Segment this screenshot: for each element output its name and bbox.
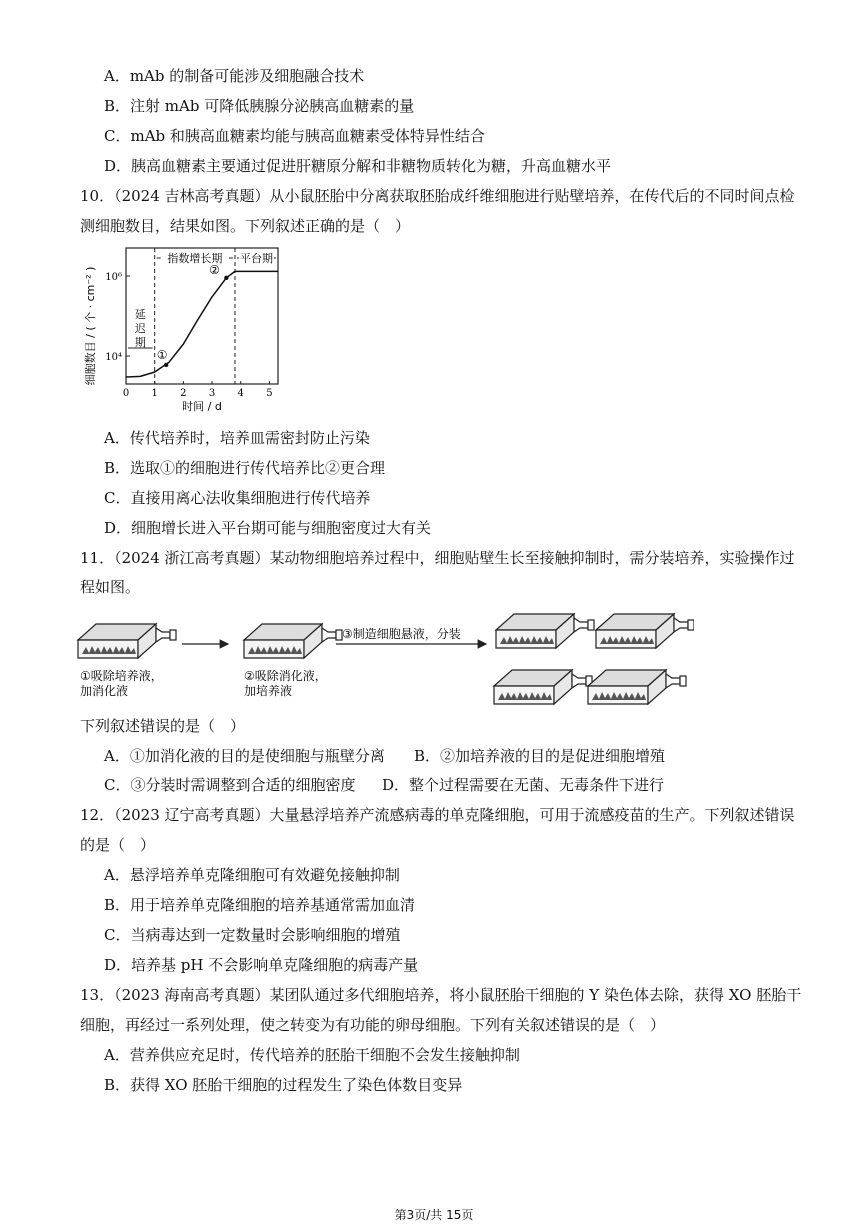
lag-phase-label-char: 延	[134, 308, 146, 321]
flask-result-4	[588, 670, 686, 704]
q12-stem-line2: 的是（ ）	[80, 836, 156, 854]
q10-option-d: D．细胞增长进入平台期可能与细胞密度过大有关	[104, 519, 432, 537]
q13-stem-line2: 细胞，再经过一系列处理，使之转变为有功能的卵母细胞。下列有关叙述错误的是（ ）	[80, 1016, 666, 1034]
lag-phase-label-char: 迟	[134, 322, 146, 335]
q10-option-c: C．直接用离心法收集细胞进行传代培养	[104, 489, 371, 507]
step2-label-line1: ②吸除消化液，	[244, 669, 327, 683]
q13-stem-line1: 13．（2023 海南高考真题）某团队通过多代细胞培养，将小鼠胚胎干细胞的 Y 染色体去除，获得 XO 胚胎干	[80, 986, 802, 1004]
q9-option-c: C．mAb 和胰高血糖素均能与胰高血糖素受体特异性结合	[104, 127, 485, 145]
x-tick-label: 4	[237, 388, 244, 399]
curve-point-1	[164, 363, 168, 367]
page-footer: 第3页/共 15页	[394, 1208, 474, 1222]
y-tick-label: 10⁴	[105, 352, 122, 364]
q11-option-d: D．整个过程需要在无菌、无毒条件下进行	[382, 776, 665, 794]
flask-result-3	[494, 670, 592, 704]
curve-point-label-2: ②	[208, 262, 220, 277]
chart-frame	[126, 248, 278, 384]
step3-label: ③制造细胞悬液，分装	[342, 627, 461, 641]
q11-stem-line2: 程如图。	[80, 578, 141, 596]
curve-point-label-1: ①	[156, 347, 168, 362]
growth-curve-line	[126, 271, 278, 377]
x-tick-label: 1	[151, 388, 158, 399]
q11-option-b: B．②加培养液的目的是促进细胞增殖	[414, 747, 666, 765]
x-tick-label: 0	[122, 388, 130, 399]
q12-stem-line1: 12．（2023 辽宁高考真题）大量悬浮培养产流感病毒的单克隆细胞，可用于流感疫苗的生产。下列叙述错误	[80, 806, 795, 824]
q11-question: 下列叙述错误的是（ ）	[80, 717, 246, 735]
q10-option-a: A．传代培养时，培养皿需密封防止污染	[104, 429, 370, 447]
y-axis-label: 细胞数目 / ( 个 · cm⁻² )	[84, 266, 97, 386]
q11-figure	[74, 606, 694, 710]
q12-option-a: A．悬浮培养单克隆细胞可有效避免接触抑制	[104, 866, 400, 884]
q12-option-c: C．当病毒达到一定数量时会影响细胞的增殖	[104, 926, 401, 944]
q12-option-d: D．培养基 pH 不会影响单克隆细胞的病毒产量	[104, 956, 419, 974]
x-tick-label: 5	[266, 388, 273, 399]
flask-result-1	[496, 614, 594, 648]
q9-option-a: A．mAb 的制备可能涉及细胞融合技术	[104, 67, 365, 85]
q10-stem-line1: 10．（2024 吉林高考真题）从小鼠胚胎中分离获取胚胎成纤维细胞进行贴壁培养，在传代后的不同时间点检	[80, 187, 795, 205]
q9-option-d: D．胰高血糖素主要通过促进肝糖原分解和非糖物质转化为糖，升高血糖水平	[104, 157, 612, 175]
flask-procedure-diagram	[74, 606, 694, 710]
q13-option-b: B．获得 XO 胚胎干细胞的过程发生了染色体数目变异	[104, 1076, 463, 1094]
y-tick-label: 10⁶	[105, 271, 122, 283]
growth-curve-chart	[78, 240, 288, 415]
curve-point-2	[224, 276, 228, 280]
x-tick-label: 3	[208, 388, 216, 399]
flask-step1	[78, 624, 176, 658]
x-axis-label: 时间 / d	[182, 400, 222, 413]
q10-figure	[78, 240, 288, 415]
step1-label-line1: ①吸除培养液，	[80, 669, 163, 683]
q11-option-c: C．③分装时需调整到合适的细胞密度	[104, 776, 356, 794]
q13-option-a: A．营养供应充足时，传代培养的胚胎干细胞不会发生接触抑制	[104, 1046, 520, 1064]
flask-result-2	[596, 614, 694, 648]
step1-label-line2: 加消化液	[80, 684, 129, 698]
x-tick-label: 2	[180, 388, 187, 399]
exp-phase-label: 指数增长期	[167, 252, 223, 265]
flask-step2	[244, 624, 342, 658]
q10-stem-line2: 测细胞数目，结果如图。下列叙述正确的是（ ）	[80, 217, 411, 235]
plateau-phase-label: 平台期	[239, 252, 273, 265]
lag-phase-label-char: 期	[134, 336, 146, 349]
q11-option-a: A．①加消化液的目的是使细胞与瓶壁分离	[104, 747, 385, 765]
q11-stem-line1: 11．（2024 浙江高考真题）某动物细胞培养过程中，细胞贴壁生长至接触抑制时，需分装培养，实验操作过	[80, 549, 795, 567]
q9-option-b: B．注射 mAb 可降低胰腺分泌胰高血糖素的量	[104, 97, 415, 115]
step2-label-line2: 加培养液	[244, 684, 293, 698]
q12-option-b: B．用于培养单克隆细胞的培养基通常需加血清	[104, 896, 416, 914]
q10-option-b: B．选取①的细胞进行传代培养比②更合理	[104, 459, 386, 477]
